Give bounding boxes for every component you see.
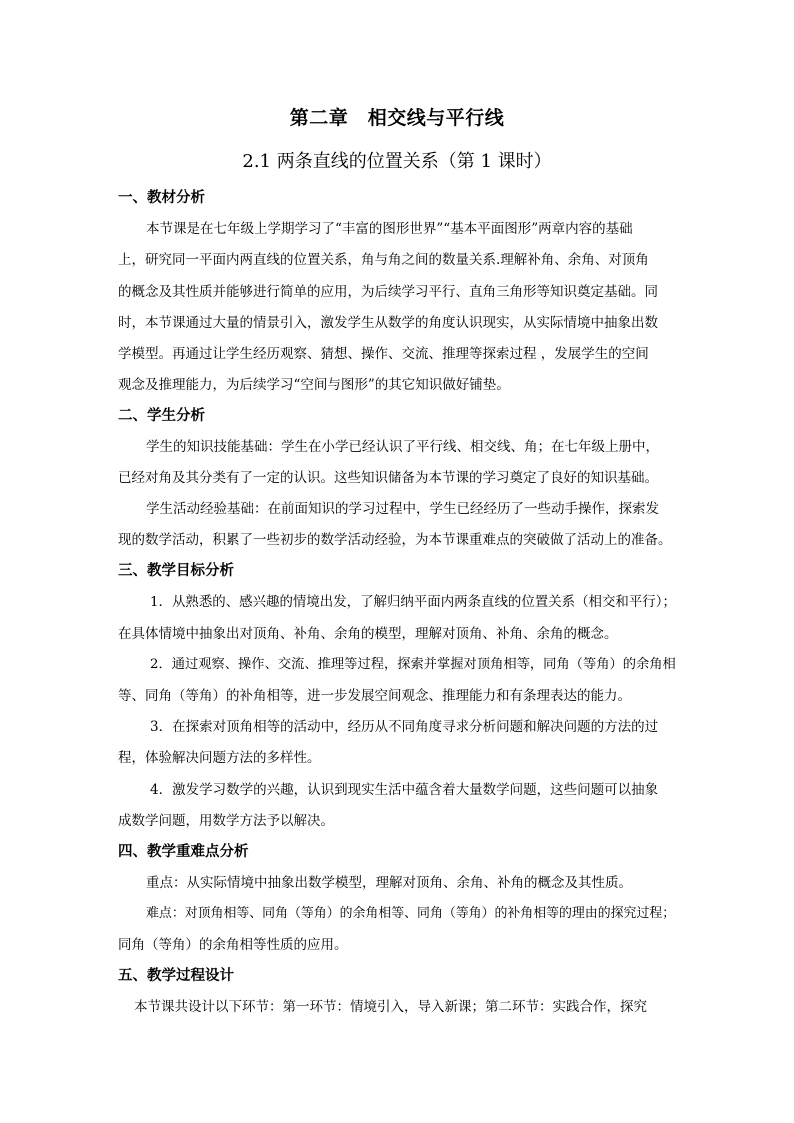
paragraph-line: 4．激发学习数学的兴趣，认识到现实生活中蕴含着大量数学问题，这些问题可以抽象 — [150, 782, 659, 798]
paragraph-line: 1．从熟悉的、感兴趣的情境出发，了解归纳平面内两条直线的位置关系（相交和平行）； — [150, 595, 676, 610]
section-heading-textbook-analysis: 一、教材分析 — [118, 189, 205, 206]
paragraph-line: 观念及推理能力，为后续学习“空间与图形”的其它知识做好铺垫。 — [118, 377, 510, 393]
section-heading-student-analysis: 二、学生分析 — [118, 407, 205, 424]
paragraph-line: 本节课是在七年级上学期学习了“丰富的图形世界”“基本平面图形”两章内容的基础 — [146, 221, 633, 237]
paragraph-line: 难点：对顶角相等、同角（等角）的余角相等、同角（等角）的补角相等的理由的探究过程； — [146, 906, 676, 921]
paragraph-line: 学生的知识技能基础：学生在小学已经认识了平行线、相交线、角；在七年级上册中， — [146, 439, 659, 455]
section-heading-teaching-objectives: 三、教学目标分析 — [118, 562, 234, 579]
paragraph-line: 学模型。再通过让学生经历观察、猜想、操作、交流、推理等探索过程 ，发展学生的空间 — [118, 346, 649, 362]
paragraph-line: 等、同角（等角）的补角相等，进一步发展空间观念、推理能力和有条理表达的能力。 — [118, 688, 631, 704]
paragraph-line: 3．在探索对顶角相等的活动中，经历从不同角度寻求分析问题和解决问题的方法的过 — [150, 719, 659, 735]
chapter-title: 第二章 相交线与平行线 — [289, 107, 505, 129]
section-heading-teaching-process: 五、教学过程设计 — [118, 967, 234, 984]
paragraph-line: 现的数学活动，积累了一些初步的数学活动经验，为本节课重难点的突破做了活动上的准备。 — [118, 532, 672, 548]
paragraph-line: 重点：从实际情境中抽象出数学模型，理解对顶角、余角、补角的概念及其性质。 — [146, 875, 632, 891]
lesson-title: 2.1 两条直线的位置关系（第 1 课时） — [242, 151, 552, 172]
paragraph-line: 程，体验解决问题方法的多样性。 — [118, 750, 321, 766]
paragraph-line: 的概念及其性质并能够进行简单的应用，为后续学习平行、直角三角形等知识奠定基础。同 — [118, 284, 658, 300]
paragraph-line: 学生活动经验基础：在前面知识的学习过程中，学生已经经历了一些动手操作，探索发 — [146, 501, 659, 517]
paragraph-line: 2．通过观察、操作、交流、推理等过程，探索并掌握对顶角相等，同角（等角）的余角相 — [150, 657, 676, 672]
paragraph-line: 上，研究同一平面内两直线的位置关系，角与角之间的数量关系.理解补角、余角、对顶角 — [118, 252, 649, 268]
section-heading-key-difficult-points: 四、教学重难点分析 — [118, 843, 249, 860]
paragraph-line: 已经对角及其分类有了一定的认识。这些知识储备为本节课的学习奠定了良好的知识基础。 — [118, 470, 658, 486]
paragraph-line: 时，本节课通过大量的情景引入，激发学生从数学的角度认识现实，从实际情境中抽象出数 — [118, 315, 658, 331]
paragraph-line: 本节课共设计以下环节：第一环节：情境引入，导入新课；第二环节：实践合作，探究 — [134, 999, 647, 1015]
paragraph-line: 成数学问题，用数学方法予以解决。 — [118, 813, 334, 829]
paragraph-line: 在具体情境中抽象出对顶角、补角、余角的模型，理解对顶角、补角、余角的概念。 — [118, 626, 618, 642]
paragraph-line: 同角（等角）的余角相等性质的应用。 — [118, 937, 348, 953]
